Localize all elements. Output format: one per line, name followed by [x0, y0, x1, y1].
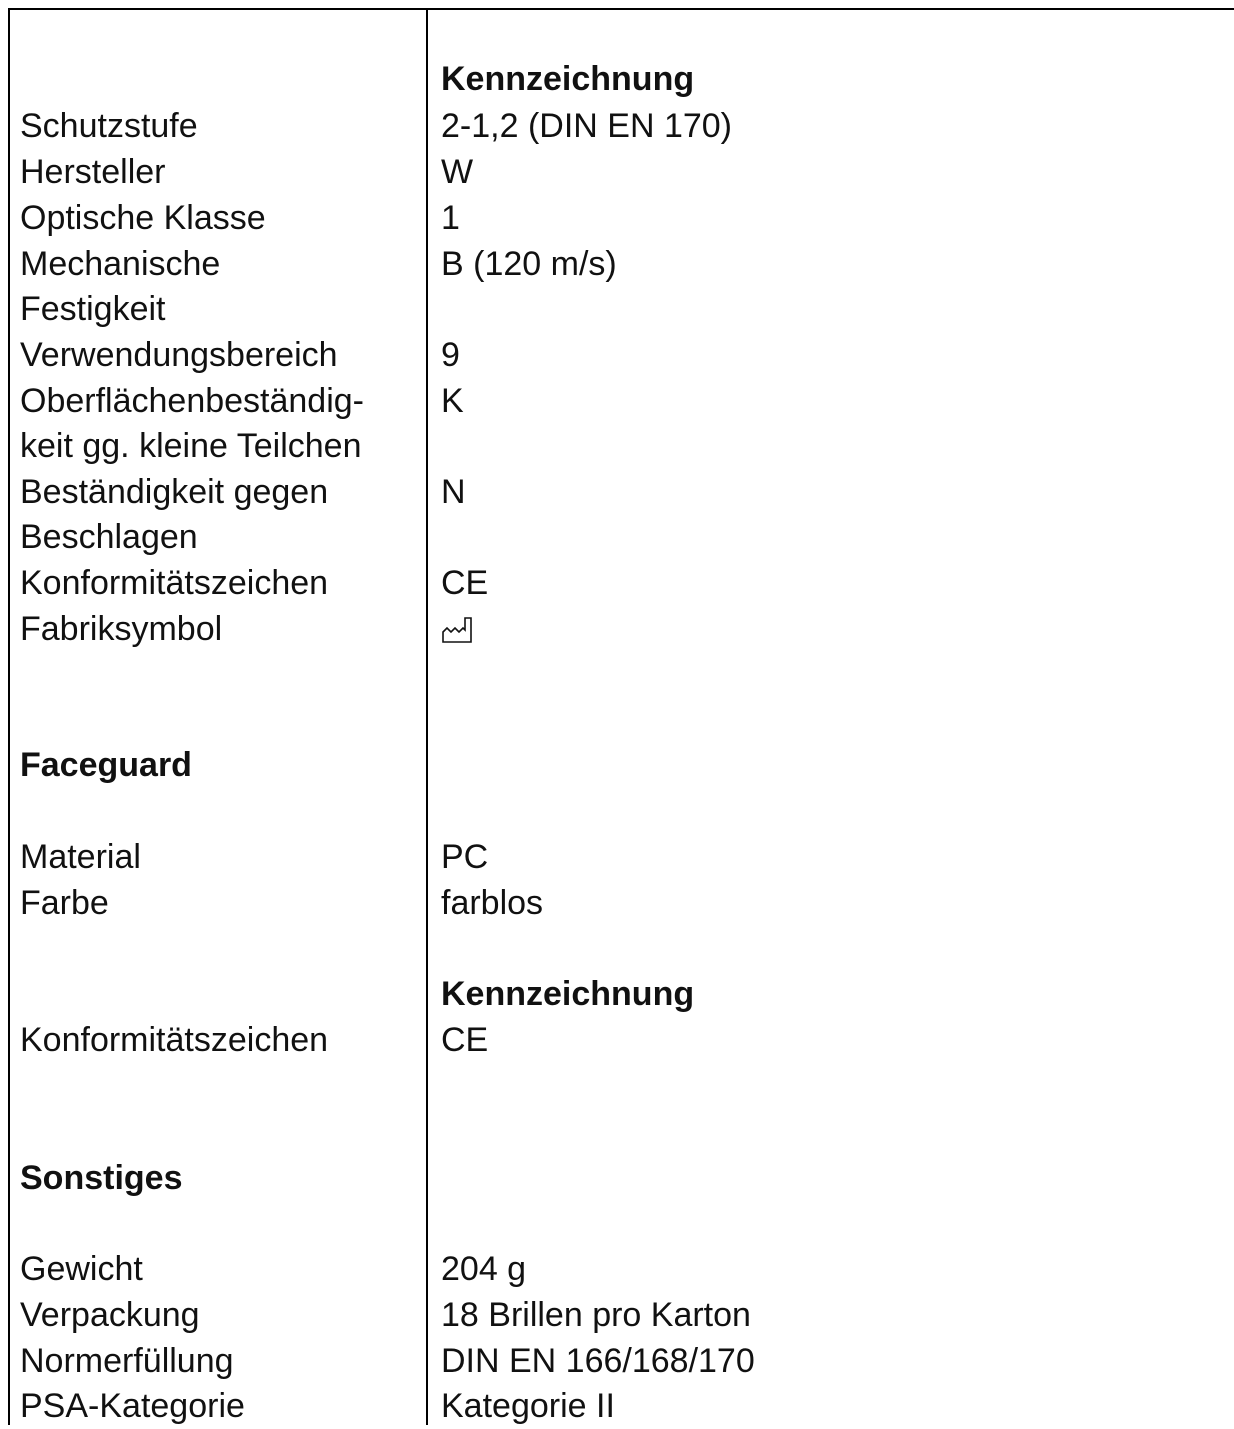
label-beschlagen-1: Beständigkeit gegen — [20, 473, 329, 511]
value-mechanische-festigkeit: B (120 m/s) — [441, 245, 617, 283]
table-top-border — [8, 8, 1234, 10]
label-normerfuellung: Normerfüllung — [20, 1342, 234, 1380]
label-verpackung: Verpackung — [20, 1296, 200, 1334]
label-material: Material — [20, 838, 141, 876]
label-beschlagen-2: Beschlagen — [20, 518, 198, 556]
label-mechanische-festigkeit-2: Festigkeit — [20, 290, 166, 328]
value-gewicht: 204 g — [441, 1250, 527, 1288]
label-hersteller: Hersteller — [20, 153, 166, 191]
section-heading-sonstiges: Sonstiges — [20, 1159, 183, 1197]
value-verpackung: 18 Brillen pro Karton — [441, 1296, 751, 1334]
value-schutzstufe: 2-1,2 (DIN EN 170) — [441, 107, 732, 145]
label-oberflaechenbestaendigkeit-2: keit gg. kleine Teilchen — [20, 427, 362, 465]
section-heading-kennzeichnung: Kennzeichnung — [441, 60, 695, 98]
factory-icon — [441, 616, 475, 644]
value-konformitaetszeichen: CE — [441, 564, 489, 602]
label-verwendungsbereich: Verwendungsbereich — [20, 336, 338, 374]
label-fabriksymbol: Fabriksymbol — [20, 610, 223, 648]
section-heading-kennzeichnung-2: Kennzeichnung — [441, 975, 695, 1013]
label-konformitaetszeichen-2: Konformitätszeichen — [20, 1021, 329, 1059]
value-beschlagen: N — [441, 473, 466, 511]
value-oberflaechenbestaendigkeit: K — [441, 382, 464, 420]
label-schutzstufe: Schutzstufe — [20, 107, 198, 145]
value-psa-kategorie: Kategorie II — [441, 1387, 615, 1425]
value-farbe: farblos — [441, 884, 544, 922]
label-psa-kategorie: PSA-Kategorie — [20, 1387, 245, 1425]
value-material: PC — [441, 838, 489, 876]
label-oberflaechenbestaendigkeit-1: Oberflächenbeständig- — [20, 382, 365, 420]
value-konformitaetszeichen-2: CE — [441, 1021, 489, 1059]
label-optische-klasse: Optische Klasse — [20, 199, 266, 237]
value-hersteller: W — [441, 153, 474, 191]
value-normerfuellung: DIN EN 166/168/170 — [441, 1342, 755, 1380]
label-mechanische-festigkeit-1: Mechanische — [20, 245, 221, 283]
value-optische-klasse: 1 — [441, 199, 460, 237]
value-verwendungsbereich: 9 — [441, 336, 460, 374]
label-farbe: Farbe — [20, 884, 109, 922]
section-heading-faceguard: Faceguard — [20, 746, 192, 784]
table-left-border — [8, 8, 10, 1425]
column-divider — [426, 8, 428, 1425]
label-gewicht: Gewicht — [20, 1250, 143, 1288]
label-konformitaetszeichen: Konformitätszeichen — [20, 564, 329, 602]
